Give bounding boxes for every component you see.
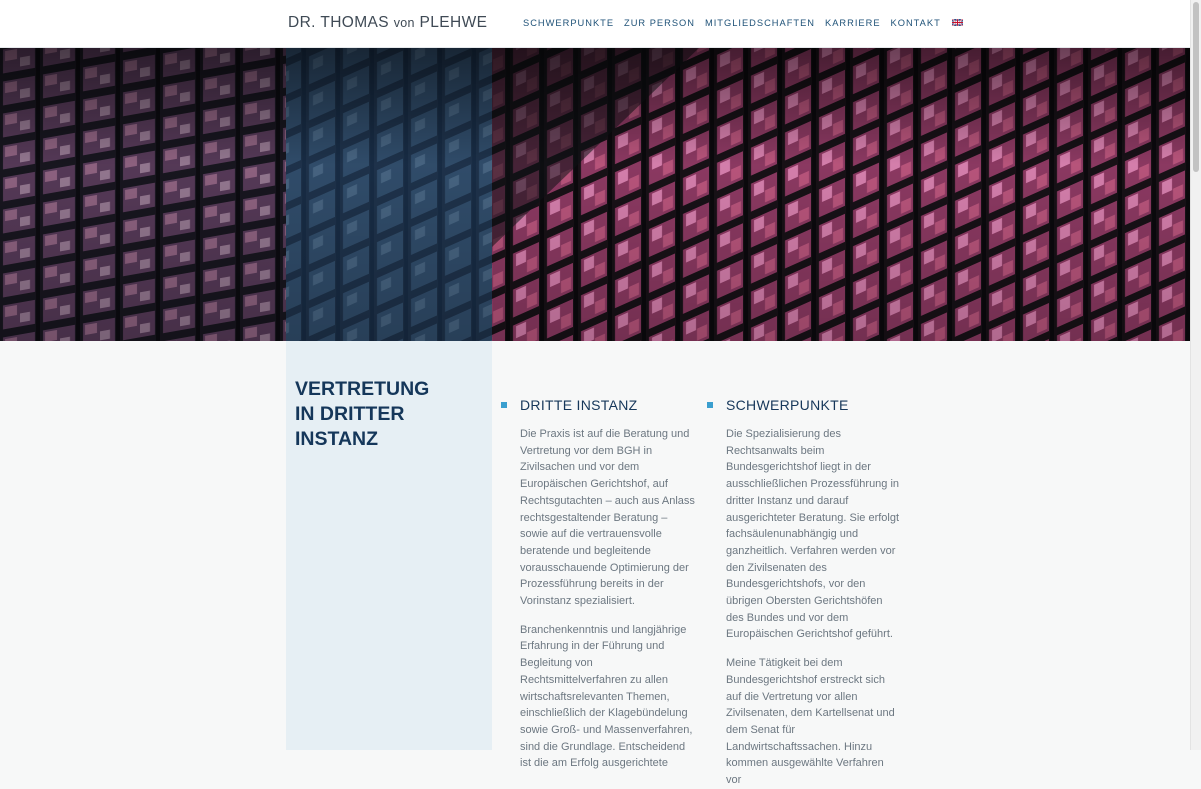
nav-zur-person[interactable]: ZUR PERSON	[624, 18, 695, 28]
main-nav	[518, 18, 963, 28]
paragraph: Die Praxis ist auf die Beratung und Vertretung vor dem BGH in Zivilsachen und vor dem Europäischen Gerichtshof, auf Rechtsgutachten – auch aus Anlass rechtsgestaltender Beratung – sowie auf die vertrauensvolle beratende und begleitende vorausschauende Optimierung der Prozessführung bereits in der Vorinstanz spezialisiert.	[520, 428, 695, 608]
section-title-line3: INSTANZ	[295, 428, 379, 450]
column-schwerpunkte	[726, 396, 901, 789]
page-scrollbar[interactable]	[1190, 0, 1201, 750]
square-bullet-icon	[707, 402, 713, 408]
section-title-bold: VERTRETUNG	[295, 378, 430, 400]
column-heading: SCHWERPUNKTE	[726, 397, 849, 413]
section-title	[295, 377, 485, 452]
hero-image	[0, 47, 1190, 341]
scrollbar-thumb[interactable]	[1193, 2, 1199, 172]
paragraph: Die Spezialisierung des Rechtsanwalts beim Bundesgerichtshof liegt in der ausschließlichen Prozessführung in dritter Instanz und darauf ausgerichteter Beratung. Sie erfolgt fachsäulenunabhängig und ganzheitlich. Verfahren werden vor den Zivilsenaten des Bundesgerichtshofs, vor den übrigen Obersten Gerichtshöfen des Bundes und vor dem Europäischen Gerichtshof geführt.	[726, 428, 900, 641]
logo-von: von	[393, 16, 415, 30]
uk-flag-icon[interactable]	[952, 19, 963, 26]
section-title-line2: IN DRITTER	[295, 403, 405, 425]
nav-mitgliedschaften[interactable]: MITGLIEDSCHAFTEN	[704, 18, 815, 28]
nav-schwerpunkte[interactable]: SCHWERPUNKTE	[523, 18, 615, 28]
column-heading: DRITTE INSTANZ	[520, 397, 638, 413]
nav-karriere[interactable]: KARRIERE	[825, 18, 881, 28]
nav-kontakt[interactable]: KONTAKT	[890, 18, 941, 28]
square-bullet-icon	[501, 402, 507, 408]
paragraph: Meine Tätigkeit bei dem Bundesgerichtshof erstreckt sich auf die Vertretung vor allen Zivilsenaten, dem Kartellsenat und dem Senat für Landwirtschaftssachen. Hinzu kommen ausgewählte Verfahren vor	[726, 657, 895, 787]
column-dritte-instanz	[520, 396, 695, 772]
paragraph: Branchenkenntnis und langjährige Erfahrung in der Führung und Begleitung von Rechtsmittelverfahren zu allen wirtschaftsrelevanten Themen, einschließlich der Klagebündelung sowie Groß- und Massenverfahren, sind die Grundlage. Entscheidend ist die am Erfolg ausgerichtete	[520, 623, 693, 770]
site-header	[0, 0, 1190, 48]
logo-end: PLEHWE	[419, 14, 488, 31]
site-logo[interactable]	[288, 14, 487, 32]
logo-main: DR. THOMAS	[288, 14, 390, 31]
